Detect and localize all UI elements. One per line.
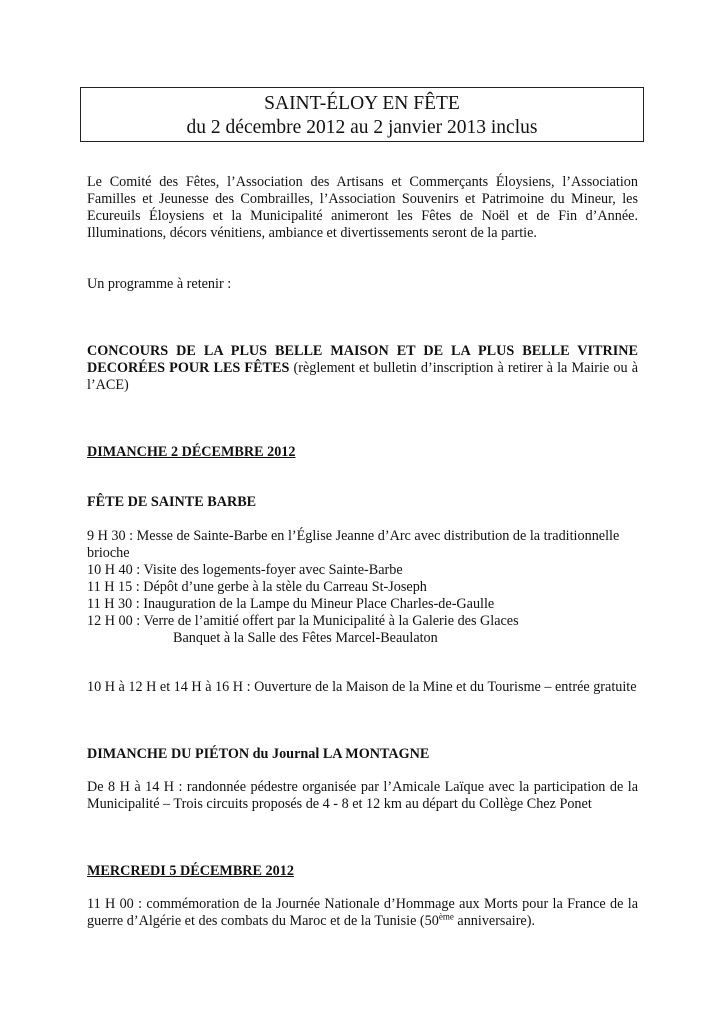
maison-mine-paragraph: 10 H à 12 H et 14 H à 16 H : Ouverture de la Maison de la Mine et du Tourisme – entrée gratuite [87,679,637,695]
sainte-barbe-schedule [87,528,638,647]
programme-intro: Un programme à retenir : [87,276,232,292]
schedule-item: 11 H 15 : Dépôt d’une gerbe à la stèle du Carreau St-Joseph [87,579,427,595]
mercredi-paragraph [87,896,638,930]
page-subtitle: du 2 décembre 2012 au 2 janvier 2013 inclus [186,117,538,138]
schedule-item: 10 H 40 : Visite des logements-foyer avec Sainte-Barbe [87,562,403,578]
mercredi-superscript: ème [438,911,454,922]
concours-title: CONCOURS DE LA PLUS BELLE MAISON ET DE LA PLUS BELLE VITRINE DECORÉES POUR LES FÊTES [87,343,638,376]
schedule-item: 9 H 30 : Messe de Sainte-Barbe en l’Église Jeanne d’Arc avec distribution de la traditionnelle brioche [87,528,620,561]
fete-sainte-barbe-heading: FÊTE DE SAINTE BARBE [87,494,257,510]
schedule-item-banquet: Banquet à la Salle des Fêtes Marcel-Beaulaton [173,630,438,646]
title-box [80,87,644,142]
pieton-paragraph: De 8 H à 14 H : randonnée pédestre organisée par l’Amicale Laïque avec la participation de la Municipalité – Trois circuits proposés de 4 - 8 et 12 km au départ du Collège Chez Ponet [87,779,638,812]
dimanche-heading: DIMANCHE 2 DÉCEMBRE 2012 [87,444,296,460]
mercredi-text: 11 H 00 : commémoration de la Journée Nationale d’Hommage aux Morts pour la France de la guerre d’Algérie et des combats du Maroc et de la Tunisie (50 [87,896,638,929]
page-title: SAINT-ÉLOY EN FÊTE [264,93,460,114]
mercredi-heading: MERCREDI 5 DÉCEMBRE 2012 [87,863,294,879]
schedule-item: 11 H 30 : Inauguration de la Lampe du Mineur Place Charles-de-Gaulle [87,596,495,612]
mercredi-text-end: anniversaire). [453,913,535,929]
concours-details: (règlement et bulletin d’inscription à retirer à la Mairie ou à l’ACE) [87,360,638,393]
schedule-item: 12 H 00 : Verre de l’amitié offert par la Municipalité à la Galerie des Glaces [87,613,519,629]
concours-paragraph [87,343,638,394]
intro-paragraph: Le Comité des Fêtes, l’Association des Artisans et Commerçants Éloysiens, l’Association Familles et Jeunesse des Combrailles, l’Association Souvenirs et Patrimoine du Mineur, les Ecureuils Éloysiens et la Municipalité animeront les Fêtes de Noël et de Fin d’Année. Illuminations, décors vénitiens, ambiance et divertissements seront de la partie. [87,174,638,241]
pieton-heading: DIMANCHE DU PIÉTON du Journal LA MONTAGNE [87,746,430,762]
